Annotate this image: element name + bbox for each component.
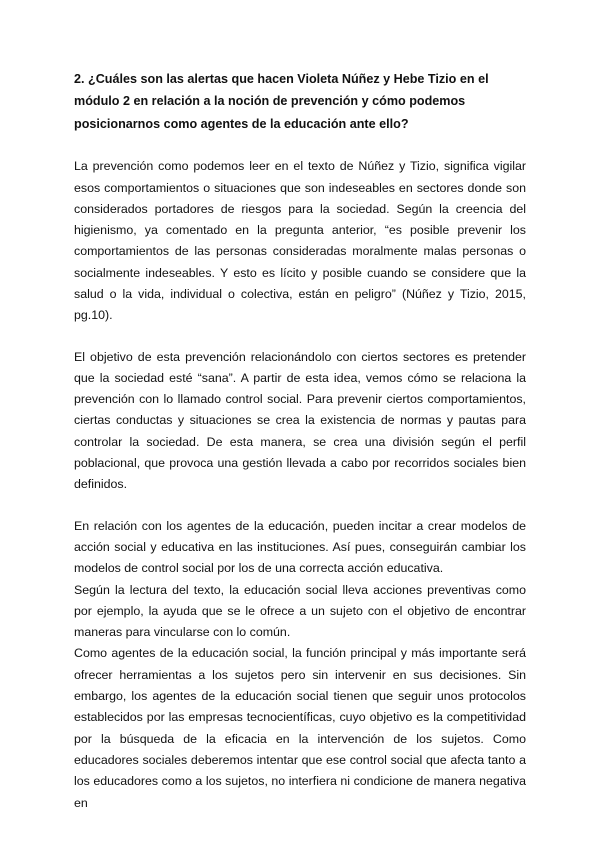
paragraph-preventive-actions: Según la lectura del texto, la educación social lleva acciones preventivas como por ejemplo, la ayuda que se le ofrece a un sujeto con el objetivo de encontrar maneras para vincularse con lo común. bbox=[74, 582, 526, 640]
paragraph-prevention-definition: La prevención como podemos leer en el texto de Núñez y Tizio, significa vigilar esos comportamientos o situaciones que son indeseables en sectores donde son considerados portadores de riesgos para la sociedad. Según la creencia del higienismo, ya comentado en la pregunta anterior, “es posible prevenir los comportamientos de las personas consideradas moralmente malas personas o socialmente indeseables. Y esto es lícito y posible cuando se considere que la salud o la vida, individual o colectiva, están en peligro” (Núñez y Tizio, 2015, pg.10). bbox=[74, 159, 526, 323]
spacer bbox=[74, 327, 526, 347]
spacer bbox=[74, 496, 526, 516]
paragraph-social-education-role: Como agentes de la educación social, la función principal y más importante será ofrecer herramientas a los sujetos pero sin intervenir en sus decisiones. Sin embargo, los agentes de la educación social tienen que seguir unos protocolos establecidos por las empresas tecnocientíficas, cuyo objetivo es la competitividad por la búsqueda de la eficacia en la intervención de los sujetos. Como educadores sociales deberemos intentar que ese control social que afecta tanto a los educadores como a los sujetos, no interfiera ni condicione de manera negativa en bbox=[74, 646, 526, 810]
paragraph-education-agents: En relación con los agentes de la educación, pueden incitar a crear modelos de acción social y educativa en las instituciones. Así pues, conseguirán cambiar los modelos de control social por los de una correcta acción educativa. bbox=[74, 518, 526, 576]
paragraph-prevention-objective: El objetivo de esta prevención relacionándolo con ciertos sectores es pretender que la sociedad esté “sana”. A partir de esta idea, vemos cómo se relaciona la prevención con lo llamado control social. Para prevenir ciertos comportamientos, ciertas conductas y situaciones se crea la existencia de normas y pautas para controlar la sociedad. De esta manera, se crea una división según el perfil poblacional, que provoca una gestión llevada a cabo por recorridos sociales bien definidos. bbox=[74, 349, 526, 492]
spacer bbox=[74, 135, 526, 156]
question-heading: 2. ¿Cuáles son las alertas que hacen Violeta Núñez y Hebe Tizio en el módulo 2 en relación a la noción de prevención y cómo podemos posicionarnos como agentes de la educación ante ello? bbox=[74, 72, 489, 131]
